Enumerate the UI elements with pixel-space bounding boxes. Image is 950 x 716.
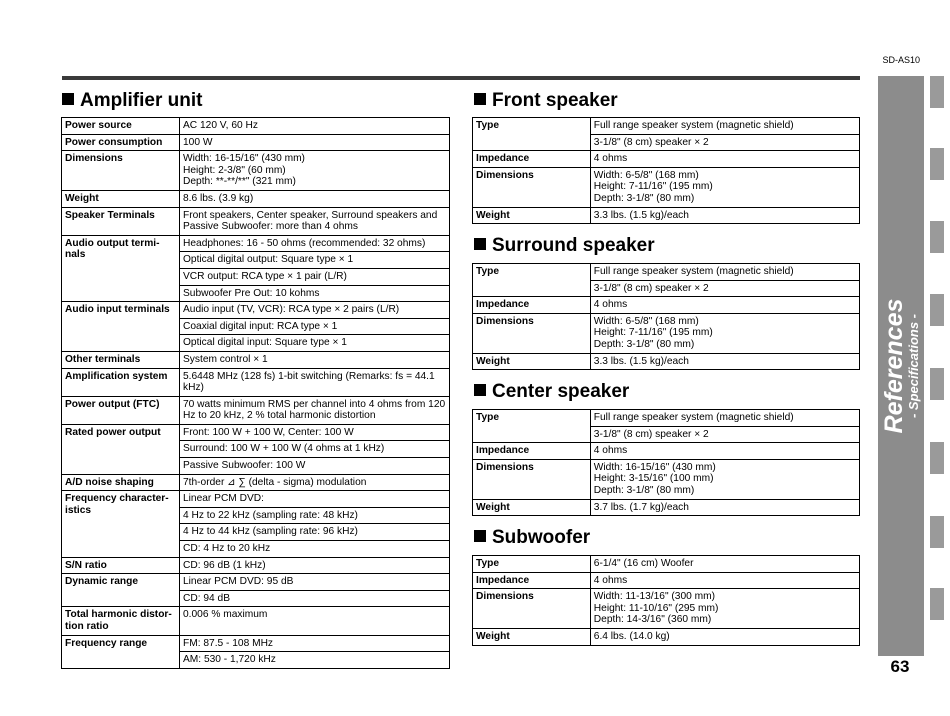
square-bullet-icon	[474, 238, 486, 250]
spec-row	[473, 499, 860, 516]
spec-value-line: Front: 100 W + 100 W, Center: 100 W	[180, 425, 449, 442]
spec-value-line: Surround: 100 W + 100 W (4 ohms at 1 kHz)	[180, 441, 449, 458]
index-tab	[930, 148, 944, 180]
center-speaker-spec-table	[472, 409, 860, 516]
spec-value	[180, 302, 450, 352]
spec-row	[473, 151, 860, 168]
spec-label: Dimensions	[473, 589, 591, 629]
spec-label: Dimensions	[62, 151, 180, 191]
spec-value	[590, 264, 859, 297]
spec-value	[180, 134, 450, 151]
spec-value-line: Width: 16-15/16" (430 mm) Height: 2-3/8" (60 mm) Depth: **-**/**" (321 mm)	[183, 153, 305, 188]
index-tab	[930, 76, 944, 108]
spec-row	[62, 607, 450, 635]
spec-value	[590, 297, 859, 314]
spec-label: Audio input terminals	[62, 302, 180, 352]
spec-value	[180, 474, 450, 491]
spec-value-line: 3.3 lbs. (1.5 kg)/each	[593, 355, 689, 367]
spec-value-line: 5.6448 MHz (128 fs) 1-bit switching (Remarks: fs = 44.1 kHz)	[183, 370, 435, 394]
spec-value-line: 3-1/8" (8 cm) speaker × 2	[593, 282, 709, 294]
spec-value-line: Subwoofer Pre Out: 10 kohms	[183, 287, 320, 299]
spec-label: Rated power output	[62, 424, 180, 474]
center-speaker-heading-text: Center speaker	[492, 381, 630, 402]
spec-value-line: 3.3 lbs. (1.5 kg)/each	[593, 209, 689, 221]
spec-value	[590, 589, 859, 629]
spec-value-line: Passive Subwoofer: 100 W	[183, 460, 306, 472]
spec-value	[590, 353, 859, 370]
spec-label: Audio output termi- nals	[62, 235, 180, 301]
index-tab	[930, 368, 944, 400]
spec-value	[590, 151, 859, 168]
surround-speaker-heading-text: Surround speaker	[492, 235, 655, 256]
spec-label: Dimensions	[473, 459, 591, 499]
spec-value-line: Full range speaker system (magnetic shield)	[591, 410, 859, 427]
spec-label: Weight	[473, 628, 591, 645]
index-tab	[930, 294, 944, 326]
section-title-sub: - Specifications -	[906, 313, 922, 419]
spec-value-line: Full range speaker system (magnetic shield)	[591, 264, 859, 281]
spec-label: Frequency character- istics	[62, 491, 180, 557]
spec-row	[473, 410, 860, 443]
spec-value-line: Linear PCM DVD: 95 dB	[180, 574, 449, 591]
spec-value-line: 0.006 % maximum	[183, 609, 268, 621]
spec-value-line: 4 ohms	[593, 574, 628, 586]
spec-value-line: CD: 94 dB	[183, 592, 230, 604]
spec-value	[180, 207, 450, 235]
amplifier-heading-text: Amplifier unit	[80, 90, 203, 111]
spec-value-line: Front speakers, Center speaker, Surround speakers and Passive Subwoofer: more than 4 ohms	[183, 209, 438, 233]
spec-value-line: System control × 1	[183, 353, 268, 365]
spec-value-line: 3.7 lbs. (1.7 kg)/each	[593, 501, 689, 513]
spec-value-line: 3-1/8" (8 cm) speaker × 2	[593, 136, 709, 148]
spec-row	[473, 443, 860, 460]
spec-value-line: 4 ohms	[593, 445, 628, 457]
spec-value	[180, 574, 450, 607]
spec-value	[590, 499, 859, 516]
spec-label: Type	[473, 410, 591, 443]
square-bullet-icon	[62, 93, 74, 105]
spec-value	[590, 410, 859, 443]
spec-value-line: CD: 4 Hz to 20 kHz	[183, 543, 271, 555]
spec-value	[180, 635, 450, 668]
spec-value-line: Width: 6-5/8" (168 mm) Height: 7-11/16" (195 mm) Depth: 3-1/8" (80 mm)	[593, 315, 713, 350]
spec-value-line: AM: 530 - 1,720 kHz	[183, 654, 276, 666]
spec-label: Dimensions	[473, 313, 591, 353]
spec-row	[62, 557, 450, 574]
amplifier-heading	[62, 90, 202, 112]
front-speaker-heading-text: Front speaker	[492, 90, 618, 111]
spec-row	[62, 368, 450, 396]
spec-value	[590, 167, 859, 207]
spec-label: Other terminals	[62, 351, 180, 368]
spec-row	[62, 635, 450, 668]
spec-row	[62, 474, 450, 491]
spec-label: Weight	[62, 190, 180, 207]
spec-label: Power output (FTC)	[62, 396, 180, 424]
index-tab	[930, 221, 944, 253]
spec-value	[180, 491, 450, 557]
spec-label: Impedance	[473, 443, 591, 460]
spec-value	[180, 190, 450, 207]
index-tab	[930, 588, 944, 620]
spec-label: Type	[473, 264, 591, 297]
spec-value	[590, 556, 859, 573]
spec-label: S/N ratio	[62, 557, 180, 574]
spec-value-line: 4 ohms	[593, 153, 628, 165]
spec-value	[180, 424, 450, 474]
spec-label: A/D noise shaping	[62, 474, 180, 491]
section-title-main: References	[880, 298, 909, 434]
spec-value	[180, 607, 450, 635]
surround-speaker-heading	[474, 235, 655, 257]
spec-row	[473, 167, 860, 207]
spec-value-line: Audio input (TV, VCR): RCA type × 2 pairs (L/R)	[180, 302, 449, 319]
spec-value-line: Linear PCM DVD:	[180, 491, 449, 508]
spec-row	[473, 207, 860, 224]
index-tab	[930, 516, 944, 548]
spec-row	[62, 491, 450, 557]
square-bullet-icon	[474, 93, 486, 105]
spec-label: Amplification system	[62, 368, 180, 396]
spec-row	[62, 351, 450, 368]
spec-value-line: CD: 96 dB (1 kHz)	[183, 559, 266, 571]
spec-row	[62, 235, 450, 301]
spec-row	[473, 313, 860, 353]
index-tab	[930, 442, 944, 474]
page-number: 63	[890, 657, 910, 676]
spec-value-line: AC 120 V, 60 Hz	[183, 120, 258, 131]
spec-value-line: Width: 11-13/16" (300 mm) Height: 11-10/16" (295 mm) Depth: 14-3/16" (360 mm)	[593, 591, 719, 626]
spec-value-line: Coaxial digital input: RCA type × 1	[180, 319, 449, 336]
spec-value-line: Optical digital output: Square type × 1	[180, 252, 449, 269]
spec-label: Weight	[473, 499, 591, 516]
surround-speaker-spec-table	[472, 263, 860, 370]
spec-value	[180, 351, 450, 368]
spec-value	[180, 235, 450, 301]
subwoofer-heading	[474, 527, 590, 549]
spec-value	[590, 628, 859, 645]
spec-value-line: 7th-order ⊿ ∑ (delta - sigma) modulation	[183, 476, 367, 488]
spec-row	[473, 264, 860, 297]
square-bullet-icon	[474, 530, 486, 542]
spec-label: Impedance	[473, 297, 591, 314]
spec-value	[590, 118, 859, 151]
spec-row	[62, 574, 450, 607]
spec-value	[180, 557, 450, 574]
spec-row	[62, 424, 450, 474]
spec-row	[473, 459, 860, 499]
spec-row	[473, 589, 860, 629]
front-speaker-spec-table	[472, 117, 860, 224]
model-number: SD-AS10	[882, 55, 920, 65]
amplifier-spec-table	[61, 117, 450, 669]
spec-value-line: 6.4 lbs. (14.0 kg)	[593, 630, 670, 642]
spec-row	[62, 118, 450, 135]
spec-value	[590, 313, 859, 353]
spec-value-line: Headphones: 16 - 50 ohms (recommended: 32 ohms)	[180, 236, 449, 253]
spec-value	[590, 443, 859, 460]
spec-value	[180, 118, 450, 135]
spec-value-line: Full range speaker system (magnetic shield)	[591, 118, 859, 135]
spec-value-line: 70 watts minimum RMS per channel into 4 ohms from 120 Hz to 20 kHz, 2 % total harmonic distortion	[183, 398, 446, 422]
spec-label: Dimensions	[473, 167, 591, 207]
spec-row	[62, 302, 450, 352]
spec-label: Weight	[473, 207, 591, 224]
spec-value	[590, 459, 859, 499]
spec-row	[62, 190, 450, 207]
spec-value	[590, 572, 859, 589]
spec-value	[180, 396, 450, 424]
subwoofer-heading-text: Subwoofer	[492, 527, 591, 548]
spec-label: Total harmonic distor- tion ratio	[62, 607, 180, 635]
section-title	[881, 299, 921, 434]
subwoofer-spec-table	[472, 555, 860, 646]
center-speaker-heading	[474, 381, 629, 403]
spec-label: Weight	[473, 353, 591, 370]
spec-label: Speaker Terminals	[62, 207, 180, 235]
spec-label: Dynamic range	[62, 574, 180, 607]
spec-value-line: 4 ohms	[593, 299, 628, 311]
spec-value-line: 8.6 lbs. (3.9 kg)	[183, 192, 254, 204]
spec-value-line: 3-1/8" (8 cm) speaker × 2	[593, 428, 709, 440]
spec-row	[473, 353, 860, 370]
spec-value-line: 4 Hz to 22 kHz (sampling rate: 48 kHz)	[180, 508, 449, 525]
square-bullet-icon	[474, 384, 486, 396]
spec-value	[180, 151, 450, 191]
spec-row	[473, 118, 860, 151]
top-rule	[62, 76, 860, 80]
spec-value-line: 6-1/4" (16 cm) Woofer	[593, 558, 694, 569]
spec-row	[62, 151, 450, 191]
spec-label: Power consumption	[62, 134, 180, 151]
spec-label: Type	[473, 556, 591, 573]
spec-value-line: FM: 87.5 - 108 MHz	[180, 636, 449, 653]
spec-value	[590, 207, 859, 224]
spec-row	[62, 207, 450, 235]
spec-value-line: Width: 16-15/16" (430 mm) Height: 3-15/16" (100 mm) Depth: 3-1/8" (80 mm)	[593, 461, 716, 496]
spec-row	[473, 572, 860, 589]
spec-row	[473, 628, 860, 645]
spec-label: Type	[473, 118, 591, 151]
front-speaker-heading	[474, 90, 618, 112]
spec-value	[180, 368, 450, 396]
spec-row	[473, 556, 860, 573]
spec-row	[62, 134, 450, 151]
spec-row	[473, 297, 860, 314]
spec-value-line: Optical digital input: Square type × 1	[183, 337, 347, 349]
spec-value-line: 4 Hz to 44 kHz (sampling rate: 96 kHz)	[180, 524, 449, 541]
spec-label: Impedance	[473, 572, 591, 589]
spec-row	[62, 396, 450, 424]
spec-label: Frequency range	[62, 635, 180, 668]
spec-value-line: VCR output: RCA type × 1 pair (L/R)	[180, 269, 449, 286]
spec-label: Impedance	[473, 151, 591, 168]
spec-label: Power source	[62, 118, 180, 135]
spec-value-line: 100 W	[183, 136, 213, 148]
spec-value-line: Width: 6-5/8" (168 mm) Height: 7-11/16" (195 mm) Depth: 3-1/8" (80 mm)	[593, 169, 713, 204]
